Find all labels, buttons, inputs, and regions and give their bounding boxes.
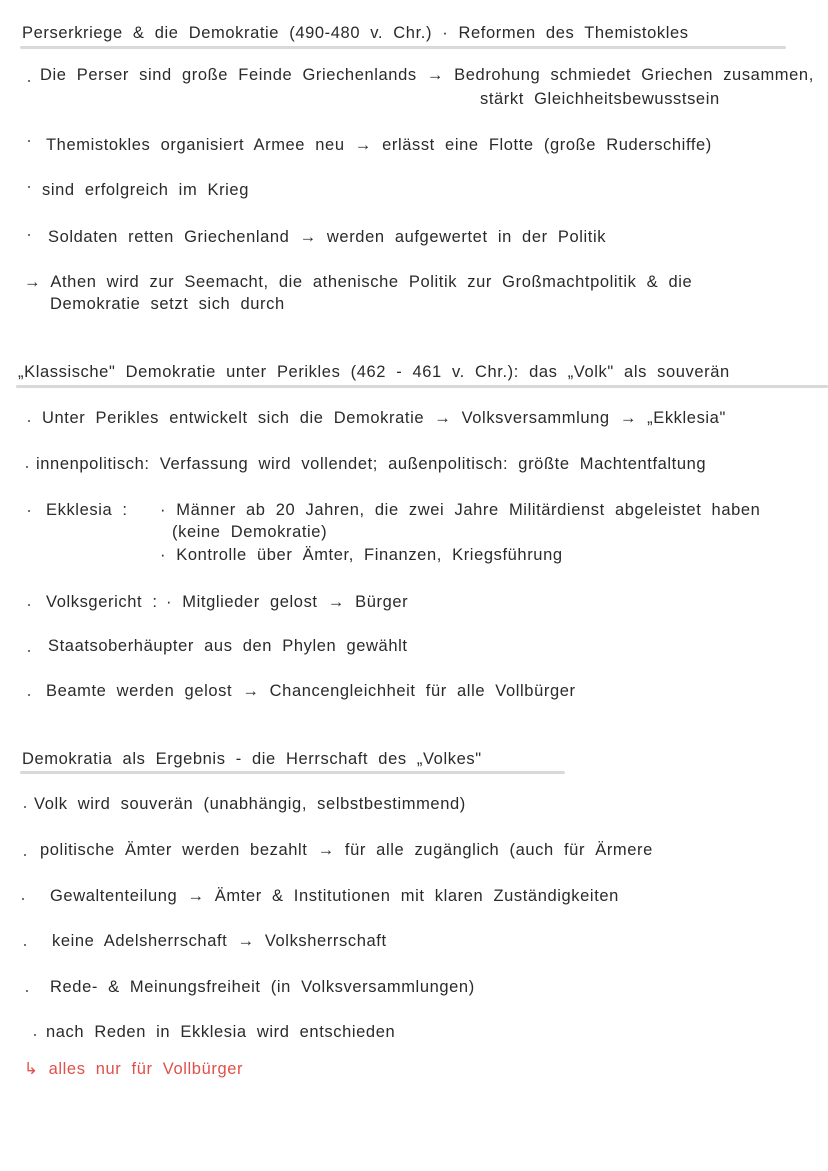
bullet-icon [26, 466, 28, 468]
note-line: Ekklesia : [46, 501, 128, 519]
note-line: · Mitglieder gelost → Bürger [166, 593, 409, 611]
note-line: sind erfolgreich im Krieg [42, 181, 249, 199]
bullet-icon [28, 510, 30, 512]
section-heading: Perserkriege & die Demokratie (490-480 v. Chr.) · Reformen des Themistokles [22, 24, 689, 42]
bullet-icon [28, 234, 30, 236]
note-line: Staatsoberhäupter aus den Phylen gewählt [48, 637, 408, 655]
heading-underline [20, 771, 565, 774]
note-line: stärkt Gleichheitsbewusstsein [480, 90, 720, 108]
bullet-icon [28, 80, 30, 82]
note-line: → Athen wird zur Seemacht, die athenische Politik zur Großmachtpolitik & die [24, 273, 693, 291]
note-line: (keine Demokratie) [172, 523, 328, 541]
bullet-icon [26, 990, 28, 992]
bullet-icon [22, 898, 24, 900]
note-line: nach Reden in Ekklesia wird entschieden [46, 1023, 396, 1041]
bullet-icon [24, 944, 26, 946]
heading-underline [16, 385, 828, 388]
bullet-icon [28, 604, 30, 606]
bullet-icon [28, 420, 30, 422]
bullet-icon [28, 186, 30, 188]
heading-underline [20, 46, 786, 49]
note-line: · Kontrolle über Ämter, Finanzen, Kriegsführung [160, 546, 563, 564]
bullet-icon [28, 650, 30, 652]
bullet-icon [34, 1034, 36, 1036]
note-line: Demokratie setzt sich durch [50, 295, 285, 313]
bullet-icon [28, 140, 30, 142]
note-line: Beamte werden gelost → Chancengleichheit für alle Vollbürger [46, 682, 576, 700]
note-line: Volksgericht : [46, 593, 158, 611]
note-line: Themistokles organisiert Armee neu → erlässt eine Flotte (große Ruderschiffe) [46, 136, 712, 154]
note-line: innenpolitisch: Verfassung wird vollendet; außenpolitisch: größte Machtentfaltung [36, 455, 707, 473]
note-line-highlight: ↳ alles nur für Vollbürger [24, 1060, 244, 1078]
bullet-icon [28, 694, 30, 696]
note-line: Unter Perikles entwickelt sich die Demokratie → Volksversammlung → „Ekklesia" [42, 409, 726, 427]
note-line: Volk wird souverän (unabhängig, selbstbestimmend) [34, 795, 466, 813]
note-line: Rede- & Meinungsfreiheit (in Volksversammlungen) [50, 978, 475, 996]
note-line: Die Perser sind große Feinde Griechenlands → Bedrohung schmiedet Griechen zusammen, [40, 66, 814, 84]
section-heading: „Klassische" Demokratie unter Perikles (462 - 461 v. Chr.): das „Volk" als souverän [18, 363, 730, 381]
note-line: Soldaten retten Griechenland → werden aufgewertet in der Politik [48, 228, 607, 246]
note-line: keine Adelsherrschaft → Volksherrschaft [52, 932, 387, 950]
note-line: Gewaltenteilung → Ämter & Institutionen mit klaren Zuständigkeiten [50, 887, 619, 905]
bullet-icon [24, 806, 26, 808]
bullet-icon [24, 854, 26, 856]
note-line: politische Ämter werden bezahlt → für alle zugänglich (auch für Ärmere [40, 841, 653, 859]
section-heading: Demokratia als Ergebnis - die Herrschaft des „Volkes" [22, 750, 482, 768]
note-line: · Männer ab 20 Jahren, die zwei Jahre Militärdienst abgeleistet haben [160, 501, 761, 519]
